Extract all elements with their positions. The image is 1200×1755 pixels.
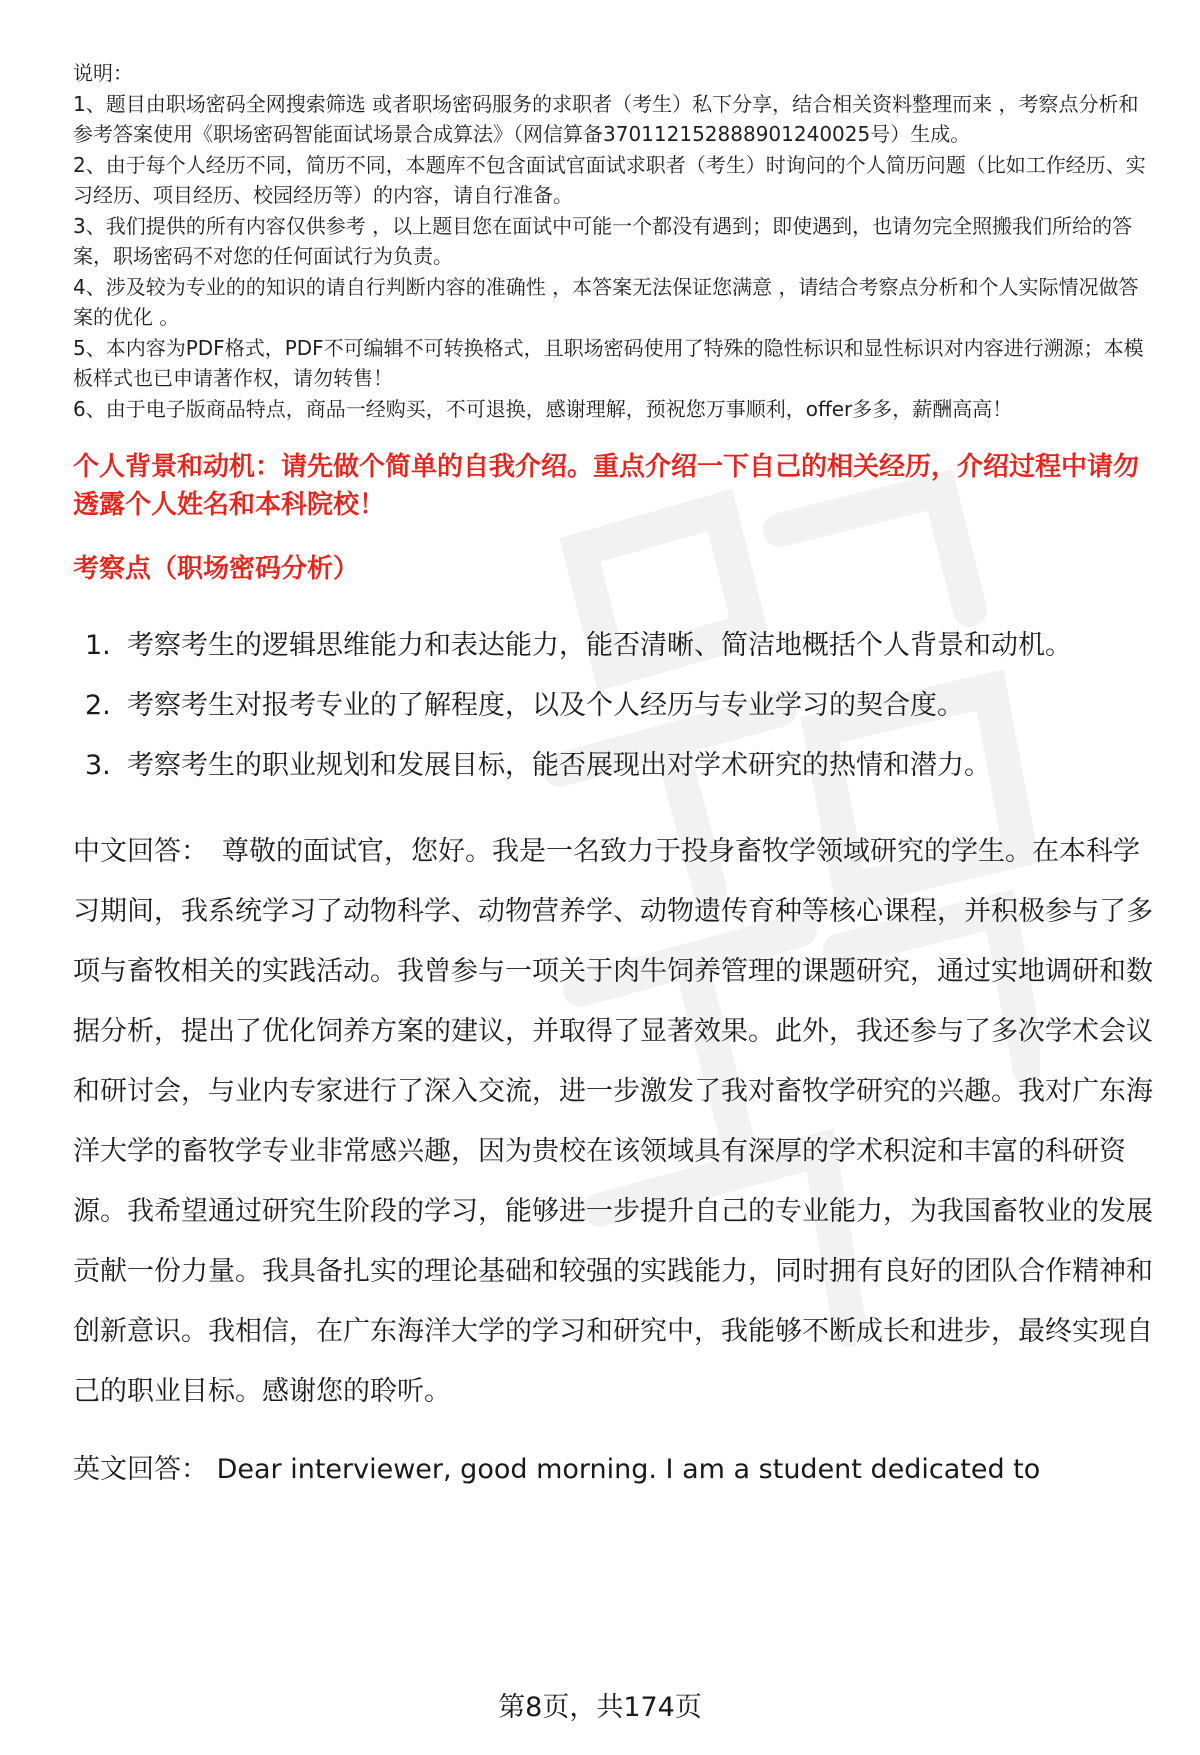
chinese-answer-label: 中文回答： [73,836,208,867]
analysis-points [73,616,1153,796]
analysis-point [73,616,1153,676]
analysis-point [73,676,1153,736]
chinese-answer [73,822,1153,1422]
notes-heading: 说明： [73,61,133,85]
notes-section [73,58,1153,424]
point-text: 考察考生的职业规划和发展目标，能否展现出对学术研究的热情和潜力。 [127,750,991,781]
note-item-3: 3、我们提供的所有内容仅供参考 ，以上题目您在面试中可能一个都没有遇到；即使遇到，也请勿完全照搬我们所给的答案，职场密码不对您的任何面试行为负责。 [73,213,1133,268]
english-answer-text: Dear interviewer, good morning. I am a student dedicated to [216,1454,1041,1485]
point-text: 考察考生的逻辑思维能力和表达能力，能否清晰、简洁地概括个人背景和动机。 [127,630,1072,661]
note-item-1: 1、题目由职场密码全网搜索筛选 或者职场密码服务的求职者（考生）私下分享，结合相关资料整理而来 ，考察点分析和参考答案使用《职场密码智能面试场景合成算法》（网信算备370112152888901240025号）生成。 [73,91,1139,146]
note-item-4: 4、涉及较为专业的的知识的请自行判断内容的准确性 ，本答案无法保证您满意 ，请结合考察点分析和个人实际情况做答案的优化 。 [73,274,1139,329]
english-answer-label: 英文回答： [73,1454,208,1485]
analysis-point [73,736,1153,796]
point-text: 考察考生对报考专业的了解程度，以及个人经历与专业学习的契合度。 [127,690,964,721]
point-number: 1. [85,630,111,661]
analysis-title: 考察点（职场密码分析） [73,554,360,584]
note-item-2: 2、由于每个人经历不同，简历不同，本题库不包含面试官面试求职者（考生）时询问的个人简历问题（比如工作经历、实习经历、项目经历、校园经历等）的内容，请自行准备。 [73,152,1146,207]
point-number: 2. [85,690,111,721]
english-answer [73,1440,1153,1500]
page-content [73,58,1153,1500]
page-number-footer: 第8页，共174页 [498,1692,702,1723]
note-item-6: 6、由于电子版商品特点，商品一经购买，不可退换，感谢理解，预祝您万事顺利，offer多多，薪酬高高！ [73,396,1013,421]
note-item-5: 5、本内容为PDF格式，PDF不可编辑不可转换格式，且职场密码使用了特殊的隐性标识和显性标识对内容进行溯源；本模板样式也已申请著作权，请勿转售！ [73,335,1144,390]
point-number: 3. [85,750,111,781]
question-heading: 个人背景和动机：请先做个简单的自我介绍。重点介绍一下自己的相关经历，介绍过程中请勿透露个人姓名和本科院校！ [73,452,1140,520]
chinese-answer-text: 尊敬的面试官，您好。我是一名致力于投身畜牧学领域研究的学生。在本科学习期间，我系统学习了动物科学、动物营养学、动物遗传育种等核心课程，并积极参与了多项与畜牧相关的实践活动。我曾参与一项关于肉牛饲养管理的课题研究，通过实地调研和数据分析，提出了优化饲养方案的建议，并取得了显著效果。此外，我还参与了多次学术会议和研讨会，与业内专家进行了深入交流，进一步激发了我对畜牧学研究的兴趣。我对广东海洋大学的畜牧学专业非常感兴趣，因为贵校在该领域具有深厚的学术积淀和丰富的科研资源。我希望通过研究生阶段的学习，能够进一步提升自己的专业能力，为我国畜牧业的发展贡献一份力量。我具备扎实的理论基础和较强的实践能力，同时拥有良好的团队合作精神和创新意识。我相信，在广东海洋大学的学习和研究中，我能够不断成长和进步，最终实现自己的职业目标。感谢您的聆听。 [73,836,1153,1407]
